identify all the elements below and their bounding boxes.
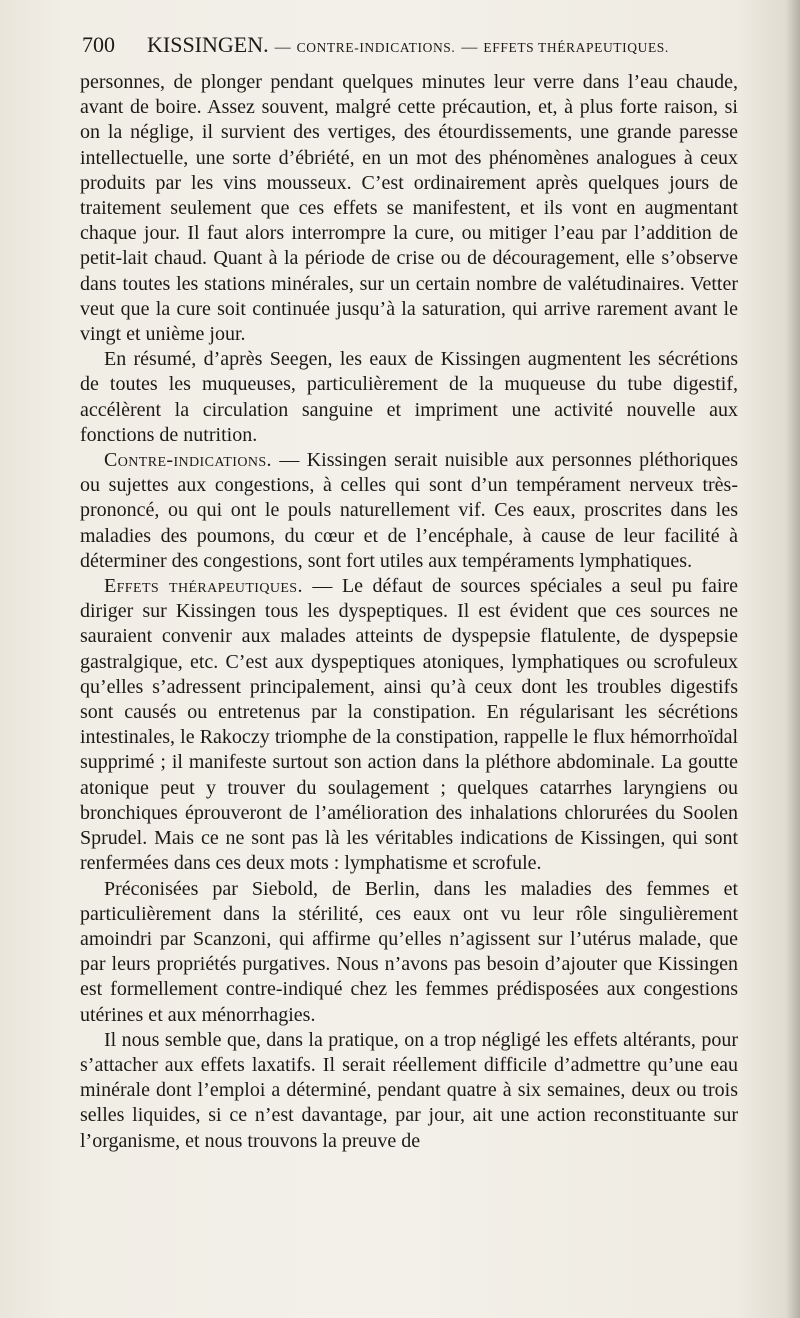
section-heading: Contre-indications. [104, 449, 272, 472]
section-title-contre-indications: CONTRE-INDICATIONS. [296, 40, 456, 55]
section-heading: Effets thérapeutiques. [104, 575, 303, 598]
section-title-effets: EFFETS THÉRAPEUTIQUES. [483, 40, 669, 55]
body-text [80, 70, 738, 1154]
paragraph-effets-therapeutiques [80, 574, 738, 876]
paragraph-contre-indications [80, 448, 738, 574]
paragraph-text: Il nous semble que, dans la pratique, on a trop négligé les effets altérants, pour s’attacher aux effets laxatifs. Il serait réellement difficile d’admettre qu’une eau minérale dont l’emploi a déterminé, pendant quatre à six semaines, deux ou trois selles liquides, si ce n’est davantage, par jour, ait une action reconstituante sur l’organisme, et nous trouvons la preuve de [80, 1028, 738, 1152]
paragraph-text: En résumé, d’après Seegen, les eaux de Kissingen augmentent les sécrétions de toutes les muqueuses, particulièrement de la muqueuse du tube digestif, accélèrent la circulation sanguine et impriment une activité nouvelle aux fonctions de nutrition. [80, 348, 738, 446]
paragraph-pratique [80, 1028, 738, 1154]
running-title: KISSINGEN. [147, 32, 269, 57]
paragraph-continuation [80, 70, 738, 347]
paragraph-text: — Kissingen serait nuisible aux personnes pléthoriques ou sujettes aux congestions, à celles qui sont d’un tempérament nerveux très-prononcé, ou qui ont le pouls naturellement vif. Ces eaux, proscrites dans les maladies des poumons, du cœur et de l’encéphale, à cause de leur facilité à déterminer des congestions, sont fort utiles aux tempéraments lymphatiques. [80, 449, 738, 572]
page-edge-shadow [786, 0, 800, 1318]
paragraph-text: Préconisées par Siebold, de Berlin, dans les maladies des femmes et particulièrement dans la stérilité, ces eaux ont vu leur rôle singulièrement amoindri par Scanzoni, qui affirme qu’elles n’agissent sur l’utérus malade, que par leurs propriétés purgatives. Nous n’avons pas besoin d’ajouter que Kissingen est formellement contre-indiqué chez les femmes prédisposées aux congestions utérines et aux ménorrhagies. [80, 877, 738, 1026]
paragraph-resume [80, 347, 738, 448]
paragraph-siebold [80, 877, 738, 1028]
paragraph-text: — Le défaut de sources spéciales a seul pu faire diriger sur Kissingen tous les dyspeptiques. Il est évident que ces sources ne sauraient convenir aux malades atteints de dyspepsie flatulente, de dyspepsie gastralgique, etc. C’est aux dyspeptiques atoniques, lymphatiques ou scrofuleux qu’elles s’adressent principalement, ainsi qu’à ceux dont les troubles digestifs sont causés ou entretenus par la constipation. En régularisant les sécrétions intestinales, le Rakoczy triomphe de la constipation, rappelle le flux hémorrhoïdal supprimé ; il manifeste surtout son action dans la pléthore abdominale. La goutte atonique peut y trouver du soulagement ; quelques catarrhes laryngiens ou bronchiques éprouveront de l’amélioration des inhalations chlorurées du Soolen Sprudel. Mais ce ne sont pas là les véritables indications de Kissingen, qui sont renfermées dans ces deux mots : lymphatisme et scrofule. [80, 575, 738, 875]
running-head [147, 30, 669, 63]
paragraph-text: personnes, de plonger pendant quelques minutes leur verre dans l’eau chaude, avant de boire. Assez souvent, malgré cette précaution, et, à plus forte raison, si on la néglige, il survient des vertiges, des étourdissements, une grande paresse intellectuelle, une sorte d’ébriété, en un mot des phénomènes analogues à ceux produits par les vins mousseux. C’est ordinairement après quelques jours de traitement seulement que ces effets se manifestent, et ils vont en augmentant chaque jour. Il faut alors interrompre la cure, ou mitiger l’eau par l’addition de petit-lait chaud. Quant à la période de crise ou de découragement, elle s’observe dans toutes les stations minérales, sur un certain nombre de valétudinaires. Vetter veut que la cure soit continuée jusqu’à la saturation, qui arrive rarement avant le vingt et unième jour. [80, 71, 738, 346]
page-header [82, 30, 742, 60]
header-separator: — [274, 39, 291, 56]
header-separator: — [461, 39, 478, 56]
page-number: 700 [82, 32, 115, 57]
